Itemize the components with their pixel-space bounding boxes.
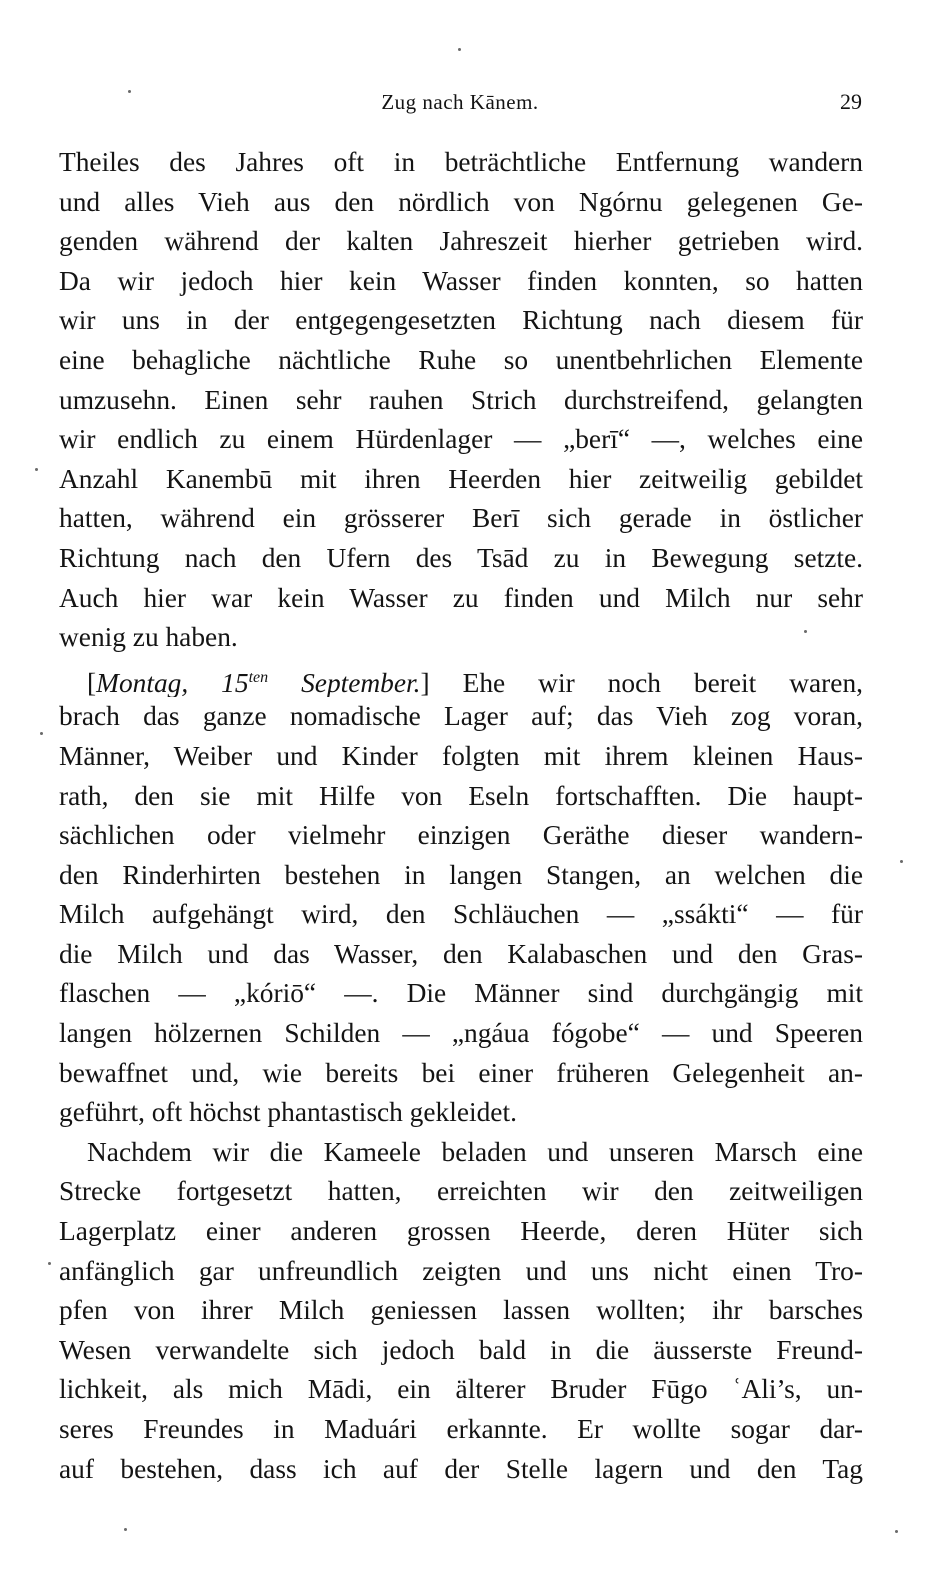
text-line: Milch aufgehängt wird, den Schläuchen — „ssákti“ — für	[59, 899, 863, 930]
text-line: bewaffnet und, wie bereits bei einer früheren Gelegenheit an-	[59, 1057, 863, 1088]
scan-speck	[40, 732, 43, 735]
scan-speck	[124, 1528, 127, 1531]
scan-speck	[35, 468, 38, 471]
scan-speck	[895, 1530, 898, 1533]
running-title: Zug nach Kānem.	[381, 90, 539, 114]
page-number: 29	[840, 89, 862, 114]
text-line: den Rinderhirten bestehen in langen Stangen, an welchen die	[59, 859, 863, 890]
text-line: und alles Vieh aus den nördlich von Ngórnu gelegenen Ge-	[59, 186, 863, 217]
text-line: flaschen — „kóriō“ —. Die Männer sind durchgängig mit	[59, 978, 863, 1009]
text-line: Männer, Weiber und Kinder folgten mit ihrem kleinen Haus-	[59, 740, 863, 771]
text-line: Theiles des Jahres oft in beträchtliche Entfernung wandern	[59, 147, 863, 177]
scan-speck	[900, 860, 903, 863]
text-line: umzusehn. Einen sehr rauhen Strich durchstreifend, gelangten	[59, 384, 863, 415]
text-line: hatten, während ein grösserer Berī sich gerade in östlicher	[59, 503, 863, 534]
text-line: Auch hier war kein Wasser zu finden und Milch nur sehr	[59, 582, 863, 613]
date-day: Montag, 15	[96, 667, 249, 698]
text-line: rath, den sie mit Hilfe von Eseln fortschafften. Die haupt-	[59, 780, 863, 811]
text-line: geführt, oft höchst phantastisch gekleidet.	[59, 1097, 517, 1128]
scan-speck	[48, 1262, 51, 1265]
text-line: Wesen verwandelte sich jedoch bald in die äusserste Freund-	[59, 1334, 863, 1365]
text-line: genden während der kalten Jahreszeit hierher getrieben wird.	[59, 226, 863, 257]
text-line: wenig zu haben.	[59, 622, 238, 653]
date-month: September.	[268, 667, 421, 698]
scan-speck	[128, 90, 131, 93]
text-line: lichkeit, als mich Mādi, ein älterer Bruder Fūgo ʿAli’s, un-	[59, 1374, 863, 1405]
text-line: Lagerplatz einer anderen grossen Heerde, deren Hüter sich	[59, 1216, 863, 1247]
line-tail: ] Ehe wir noch bereit waren,	[420, 667, 863, 698]
running-head	[58, 88, 862, 120]
text-line: Richtung nach den Ufern des Tsād zu in Bewegung setzte.	[59, 542, 863, 573]
text-line: Anzahl Kanembū mit ihren Heerden hier zeitweilig gebildet	[59, 463, 863, 494]
text-line: Da wir jedoch hier kein Wasser finden konnten, so hatten	[59, 265, 863, 296]
date-suffix: ten	[248, 668, 269, 686]
text-line: wir uns in der entgegengesetzten Richtung nach diesem für	[59, 305, 863, 336]
text-line: brach das ganze nomadische Lager auf; das Vieh zog voran,	[59, 701, 863, 732]
text-line: wir endlich zu einem Hürdenlager — „berī“ —, welches eine	[59, 424, 863, 455]
text-line	[59, 658, 863, 698]
text-line: Strecke fortgesetzt hatten, erreichten wir den zeitweiligen	[59, 1176, 863, 1207]
text-line: die Milch und das Wasser, den Kalabaschen und den Gras-	[59, 938, 863, 969]
text-line: eine behagliche nächtliche Ruhe so unentbehrlichen Elemente	[59, 344, 863, 375]
text-line: Nachdem wir die Kameele beladen und unseren Marsch eine	[87, 1136, 863, 1167]
text-line: langen hölzernen Schilden — „ngáua fógobe“ — und Speeren	[59, 1018, 863, 1049]
text-line: sächlichen oder vielmehr einzigen Geräthe dieser wandern-	[59, 820, 863, 851]
text-line: seres Freundes in Maduári erkannte. Er wollte sogar dar-	[59, 1414, 863, 1444]
text-line: auf bestehen, dass ich auf der Stelle lagern und den Tag	[59, 1453, 863, 1484]
scan-speck	[458, 48, 461, 51]
text-line: pfen von ihrer Milch geniessen lassen wollten; ihr barsches	[59, 1295, 863, 1326]
date-bracket: [	[87, 667, 97, 698]
scan-speck	[804, 630, 807, 633]
body-text	[59, 143, 863, 1489]
text-line: anfänglich gar unfreundlich zeigten und uns nicht einen Tro-	[59, 1255, 863, 1286]
